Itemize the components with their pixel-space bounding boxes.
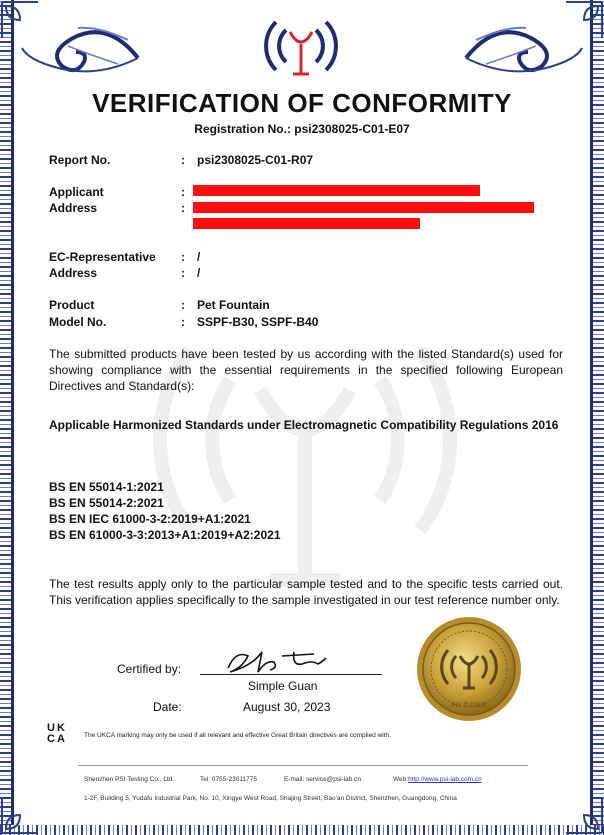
footer-tel: Tel: 0755-23011775 — [200, 776, 257, 783]
colon: : — [181, 153, 185, 167]
standard-item: BS EN 61000-3-3:2013+A1:2019+A2:2021 — [49, 528, 281, 542]
ec-representative-value: / — [197, 250, 201, 264]
registration-label: Registration No.: — [194, 122, 291, 136]
colon: : — [181, 298, 185, 312]
footer-web — [393, 776, 482, 783]
standard-item: BS EN IEC 61000-3-2:2019+A1:2021 — [49, 512, 251, 526]
footer-company: Shenzhen PSI Testing Co., Ltd. — [84, 776, 175, 783]
footer-address: 1-2F, Building 5, Yudafu Industrial Park, No. 10, Xingye West Road, Shajing Street, Bao'an District, Shenzhen, Guangdong, China — [84, 795, 457, 802]
document-title: VERIFICATION OF CONFORMITY — [92, 88, 512, 118]
disclaimer-text: The test results apply only to the particular sample tested and to the specific tests carried out. This verification applies specifically to the sample investigated in our test reference number only. — [49, 577, 563, 607]
standard-item: BS EN 55014-1:2021 — [49, 480, 164, 494]
redacted-address-line-1 — [193, 202, 534, 213]
standard-item: BS EN 55014-2:2021 — [49, 496, 164, 510]
colon: : — [181, 266, 185, 280]
report-no-label: Report No. — [49, 153, 111, 167]
bottom-guilloche-border — [0, 825, 604, 835]
decorative-swirl-icon — [18, 18, 148, 82]
redacted-applicant — [193, 185, 480, 196]
certified-by-label: Certified by: — [117, 662, 182, 676]
product-label: Product — [49, 298, 95, 312]
ec-address-value: / — [197, 266, 201, 280]
applicant-label: Applicant — [49, 185, 104, 199]
signer-name: Simple Guan — [248, 679, 318, 693]
redacted-address-line-2 — [193, 218, 420, 229]
colon: : — [181, 250, 185, 264]
signature-line — [200, 674, 382, 675]
colon: : — [181, 201, 185, 215]
ukca-mark-icon — [47, 723, 69, 747]
decorative-swirl-icon — [456, 18, 586, 82]
signature-image — [222, 638, 332, 678]
registration-number — [0, 122, 604, 136]
corner-ornament-icon — [564, 795, 604, 835]
model-value: SSPF-B30, SSPF-B40 — [197, 315, 319, 329]
footer-web-link[interactable]: http://www.psi-lab.com.cn — [408, 776, 482, 783]
footer-divider — [78, 765, 528, 766]
ec-address-label: Address — [49, 266, 98, 280]
report-no-value: psi2308025-C01-R07 — [197, 153, 314, 167]
footer-email: E-mail: service@psi-lab.cn — [284, 776, 362, 783]
model-label: Model No. — [49, 315, 107, 329]
ukca-note: The UKCA marking may only be used if all relevant and effective Great Britain directives are complied with. — [84, 732, 391, 739]
ec-representative-label: EC-Representative — [49, 250, 156, 264]
corner-ornament-icon — [0, 795, 40, 835]
colon: : — [181, 185, 185, 199]
standards-heading: Applicable Harmonized Standards under Electromagnetic Compatibility Regulations 2016 — [49, 418, 559, 432]
date-value: August 30, 2023 — [243, 700, 331, 714]
ukca-mark-line-2: CA — [47, 733, 67, 745]
psi-logo-icon — [262, 8, 340, 84]
footer-web-label: Web: — [393, 776, 409, 783]
compliance-statement: The submitted products have been tested by us according with the listed Standard(s) used for showing compliance with the essential requirements in the specified following European Directives and Standard(s): — [49, 347, 563, 393]
date-label: Date: — [153, 700, 182, 714]
product-value: Pet Fountain — [197, 298, 270, 312]
colon: : — [181, 315, 185, 329]
seal-text: PSI 普思检测 — [451, 703, 487, 709]
ukca-mark-line-1: UK — [47, 722, 67, 734]
address-label: Address — [49, 201, 98, 215]
registration-value: psi2308025-C01-E07 — [294, 122, 410, 136]
